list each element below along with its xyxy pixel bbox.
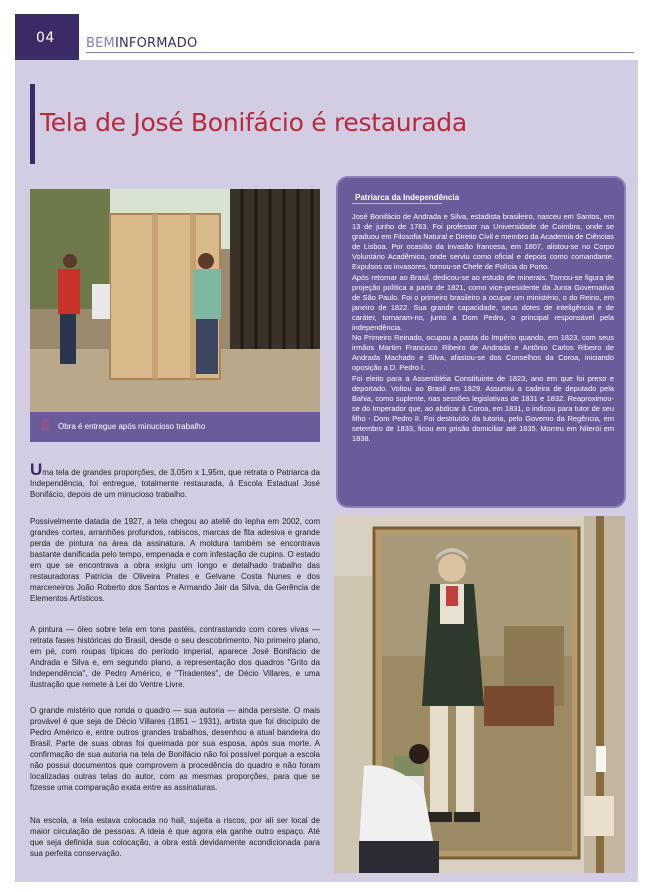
- sidebar-paragraph: Após retornar ao Brasil, dedicou-se ao estudo de minerais. Tornou-se figura de projeção política a partir de 1821, como vice-presidente da Junta Governativa de São Paulo. Foi o primeiro brasileiro a ocupar um ministério, o do Reino, em janeiro de 1822. Sua grande capacidade, seus dotes de inteligência e de caráter, tornaram-no, junto a Dom Pedro, o principal responsável pela independência.: [352, 272, 614, 333]
- brand-part-2: INFORMADO: [114, 36, 198, 51]
- header-brand: [86, 36, 197, 51]
- page-number: 04: [36, 30, 55, 46]
- article-intro: [30, 460, 320, 512]
- photo-delivery: [30, 189, 320, 412]
- ribbon-icon: 🎗: [38, 420, 52, 432]
- photo-caption: Obra é entregue após minucioso trabalho: [58, 422, 206, 431]
- article-paragraph: Na escola, a tela estava colocada no hall, sujeita a riscos, por ali ser local de maior circulação de pessoas. A ideia é que agora ela ganhe outro espaço. Até que seja definida sua colocação, a obra está devidamente acondicionada para sua perfeita conservação.: [30, 816, 320, 858]
- sidebar-paragraph: Foi eleito para a Assembléia Constituinte de 1823, ano em que foi preso e deportado. Voltou ao Brasil em 1829. Assumiu a cadeira de deputado pela Bahia, como suplente, nas sessões legislativas de 1831 e 1832. Reaproximou-se do Imperador que, ao abdicar à Coroa, em 1831, o indicou para tutor de seu filho - Dom Pedro II. Foi destituído da tutoria, pelo Governo da Regência, em setembro de 1833, ficou em prisão domiciliar até 1835. Morreu em Niterói em 1838.: [352, 373, 614, 444]
- dropcap: U: [30, 460, 43, 479]
- brand-part-1: BEM: [86, 36, 115, 51]
- sidebar-divider: [352, 203, 442, 204]
- photo-restoration: [334, 516, 625, 873]
- article-paragraph: Possivelmente datada de 1927, a tela chegou ao ateliê do Iepha em 2002, com grandes cortes, arranhões profundos, rabiscos, marcas de fita adesiva e grande perda de pintura na área da assinatura. A moldura também se encontrava bastante danificada pelo tempo, empenada e com infestação de cupins. O estado em que se encontrava a obra exigiu um longo e detalhado trabalho das restauradoras Patrícia de Oliveira Prates e Gelvane Costa Nunes e dos marceneiros João Roberto dos Santos e Armando Jair da Silva, da Gerência de Elementos Artísticos.: [30, 517, 320, 603]
- article-paragraph: O grande mistério que ronda o quadro — sua autoria — ainda persiste. O mais provável é que seja de Décio Villares (1851 – 1931), artista que foi discípulo de Pedro Américo e, entre outros grandes trabalhos, desenhou a atual bandeira do Brasil. Parte de suas obras foi queimada por sua esposa, após sua morte. A confirmação de sua autoria na tela de Bonifácio não foi possível porque a escola não possui documentos que comprovem a procedência do quadro e não foram localizadas outras telas do autor, com as mesmas proporções, para que se fizesse uma comparação exata entre as assinaturas.: [30, 706, 320, 792]
- title-accent-bar: [30, 84, 35, 164]
- sidebar-text: [352, 212, 614, 498]
- sidebar-title: Patriarca da Independência: [355, 193, 460, 202]
- header-divider: [86, 52, 634, 53]
- intro-text: ma tela de grandes proporções, de 3,05m x 1,95m, que retrata o Patriarca da Independência, foi entregue, totalmente restaurada, à Escola Estadual José Bonifácio, depois de um minucioso trabalho.: [30, 468, 320, 499]
- sidebar-paragraph: No Primeiro Reinado, ocupou a pasta do Império quando, em 1823, com seus irmãos Martim Francisco Ribeiro de Andrada e Antônio Carlos Ribeiro de Andrada Machado e Silva, afastou-se dos Conselhos da Coroa, iniciando oposição a D. Pedro I.: [352, 333, 614, 373]
- article-paragraph: A pintura — óleo sobre tela em tons pastéis, contrastando com cores vivas — retrata fases históricas do Brasil, desde o seu descobrimento. No primeiro plano, em pé, com roupas típicas do período imperial, aparece José Bonifácio de Andrada e Silva e, em segundo plano, a representação dos quadros "Grito da Independência", de Pedro Américo, e "Tiradentes", de Décio Villares, e uma ilustração que remete à Lei do Ventre Livre.: [30, 625, 320, 689]
- article-title: Tela de José Bonifácio é restaurada: [40, 108, 467, 137]
- sidebar-paragraph: José Bonifácio de Andrada e Silva, estadista brasileiro, nasceu em Santos, em 13 de junho de 1763. Foi professor na Universidade de Coimbra, onde se graduou em Filosofia Natural e Direito Civil e membro da Academia de Ciências de Lisboa. Por ocasião da invasão francesa, em 1807, alistou-se no Corpo Voluntário Acadêmico, onde serviu como oficial e depois como comandante. Expulsos os invasores, tornou-se Chefe de Polícia do Porto.: [352, 212, 614, 272]
